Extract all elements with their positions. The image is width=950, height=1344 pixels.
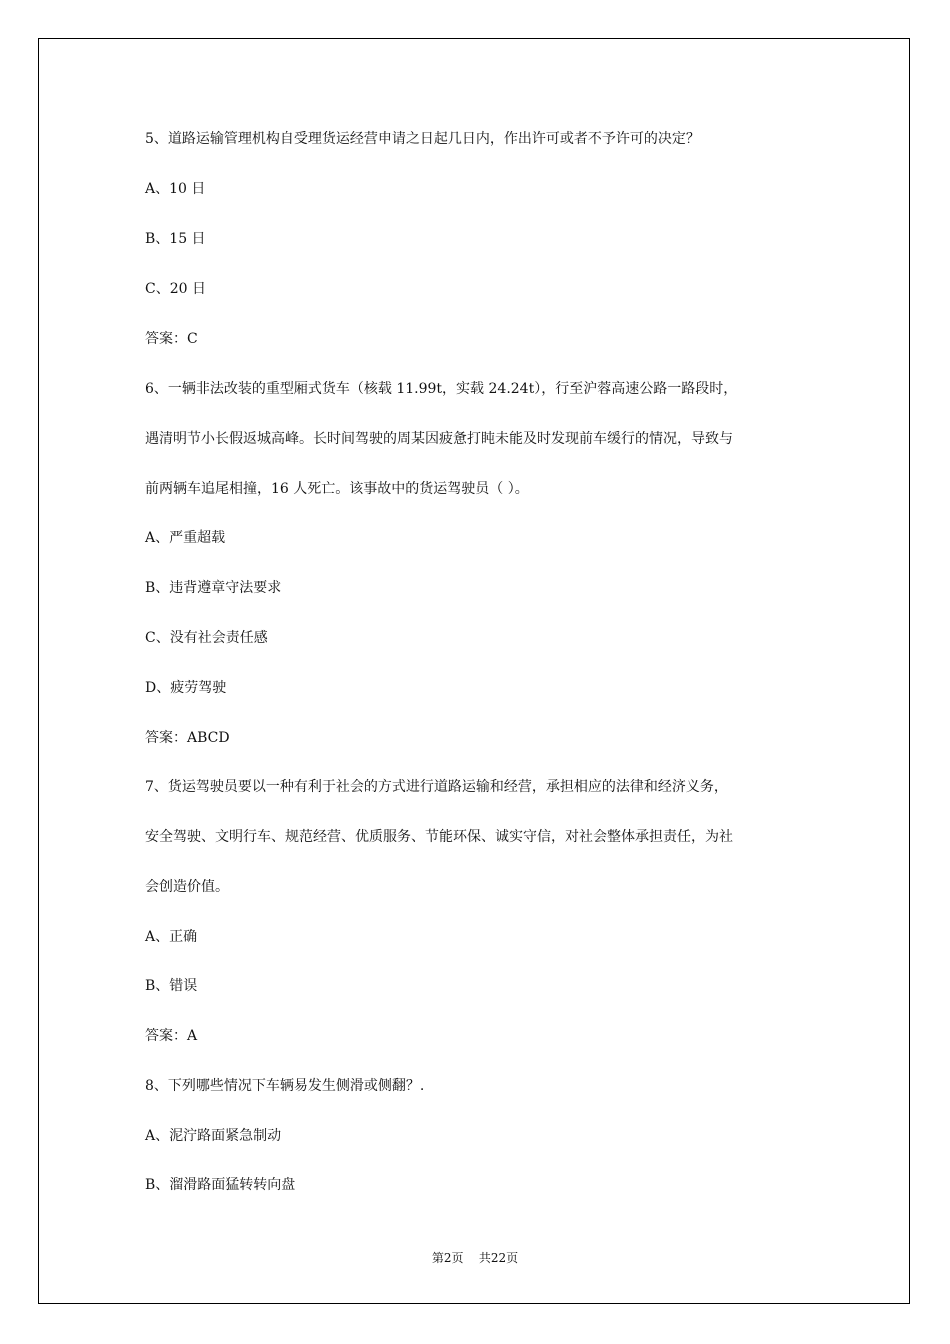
page-footer [0, 1249, 950, 1266]
question-7-stem-line-3: 会创造价值。 [145, 879, 229, 895]
question-7-answer: 答案：A [145, 1028, 198, 1044]
question-6-stem-line-3: 前两辆车追尾相撞，16 人死亡。该事故中的货运驾驶员（ ）。 [145, 481, 529, 497]
question-7-stem-line-2: 安全驾驶、文明行车、规范经营、优质服务、节能环保、诚实守信，对社会整体承担责任，为社 [145, 829, 733, 845]
question-5-answer: 答案：C [145, 331, 198, 347]
question-6-stem-line-1: 6、一辆非法改装的重型厢式货车（核载 11.99t，实载 24.24t），行至沪蓉高速公路一路段时， [145, 381, 738, 397]
question-6-stem-line-2: 遇清明节小长假返城高峰。长时间驾驶的周某因疲惫打盹未能及时发现前车缓行的情况，导致与 [145, 431, 733, 447]
page-border [38, 38, 910, 1304]
question-5-option-b: B、15 日 [145, 231, 206, 247]
question-5-option-c: C、20 日 [145, 281, 206, 297]
question-6-answer: 答案：ABCD [145, 730, 230, 746]
question-8-option-a: A、泥泞路面紧急制动 [145, 1128, 282, 1144]
question-6-option-c: C、没有社会责任感 [145, 630, 268, 646]
question-6-option-b: B、违背遵章守法要求 [145, 580, 282, 596]
question-8-stem: 8、下列哪些情况下车辆易发生侧滑或侧翻？. [145, 1078, 425, 1094]
page-number: 第2页 [431, 1251, 464, 1265]
question-6-option-d: D、疲劳驾驶 [145, 680, 227, 696]
question-7-option-b: B、错误 [145, 978, 198, 994]
question-5-option-a: A、10 日 [145, 181, 206, 197]
question-7-stem-line-1: 7、货运驾驶员要以一种有利于社会的方式进行道路运输和经营，承担相应的法律和经济义务， [145, 779, 728, 795]
question-5-stem: 5、道路运输管理机构自受理货运经营申请之日起几日内，作出许可或者不予许可的决定？ [145, 131, 700, 147]
question-6-option-a: A、严重超载 [145, 530, 226, 546]
page-total: 共22页 [478, 1251, 519, 1265]
question-8-option-b: B、溜滑路面猛转转向盘 [145, 1177, 296, 1193]
question-7-option-a: A、正确 [145, 929, 198, 945]
